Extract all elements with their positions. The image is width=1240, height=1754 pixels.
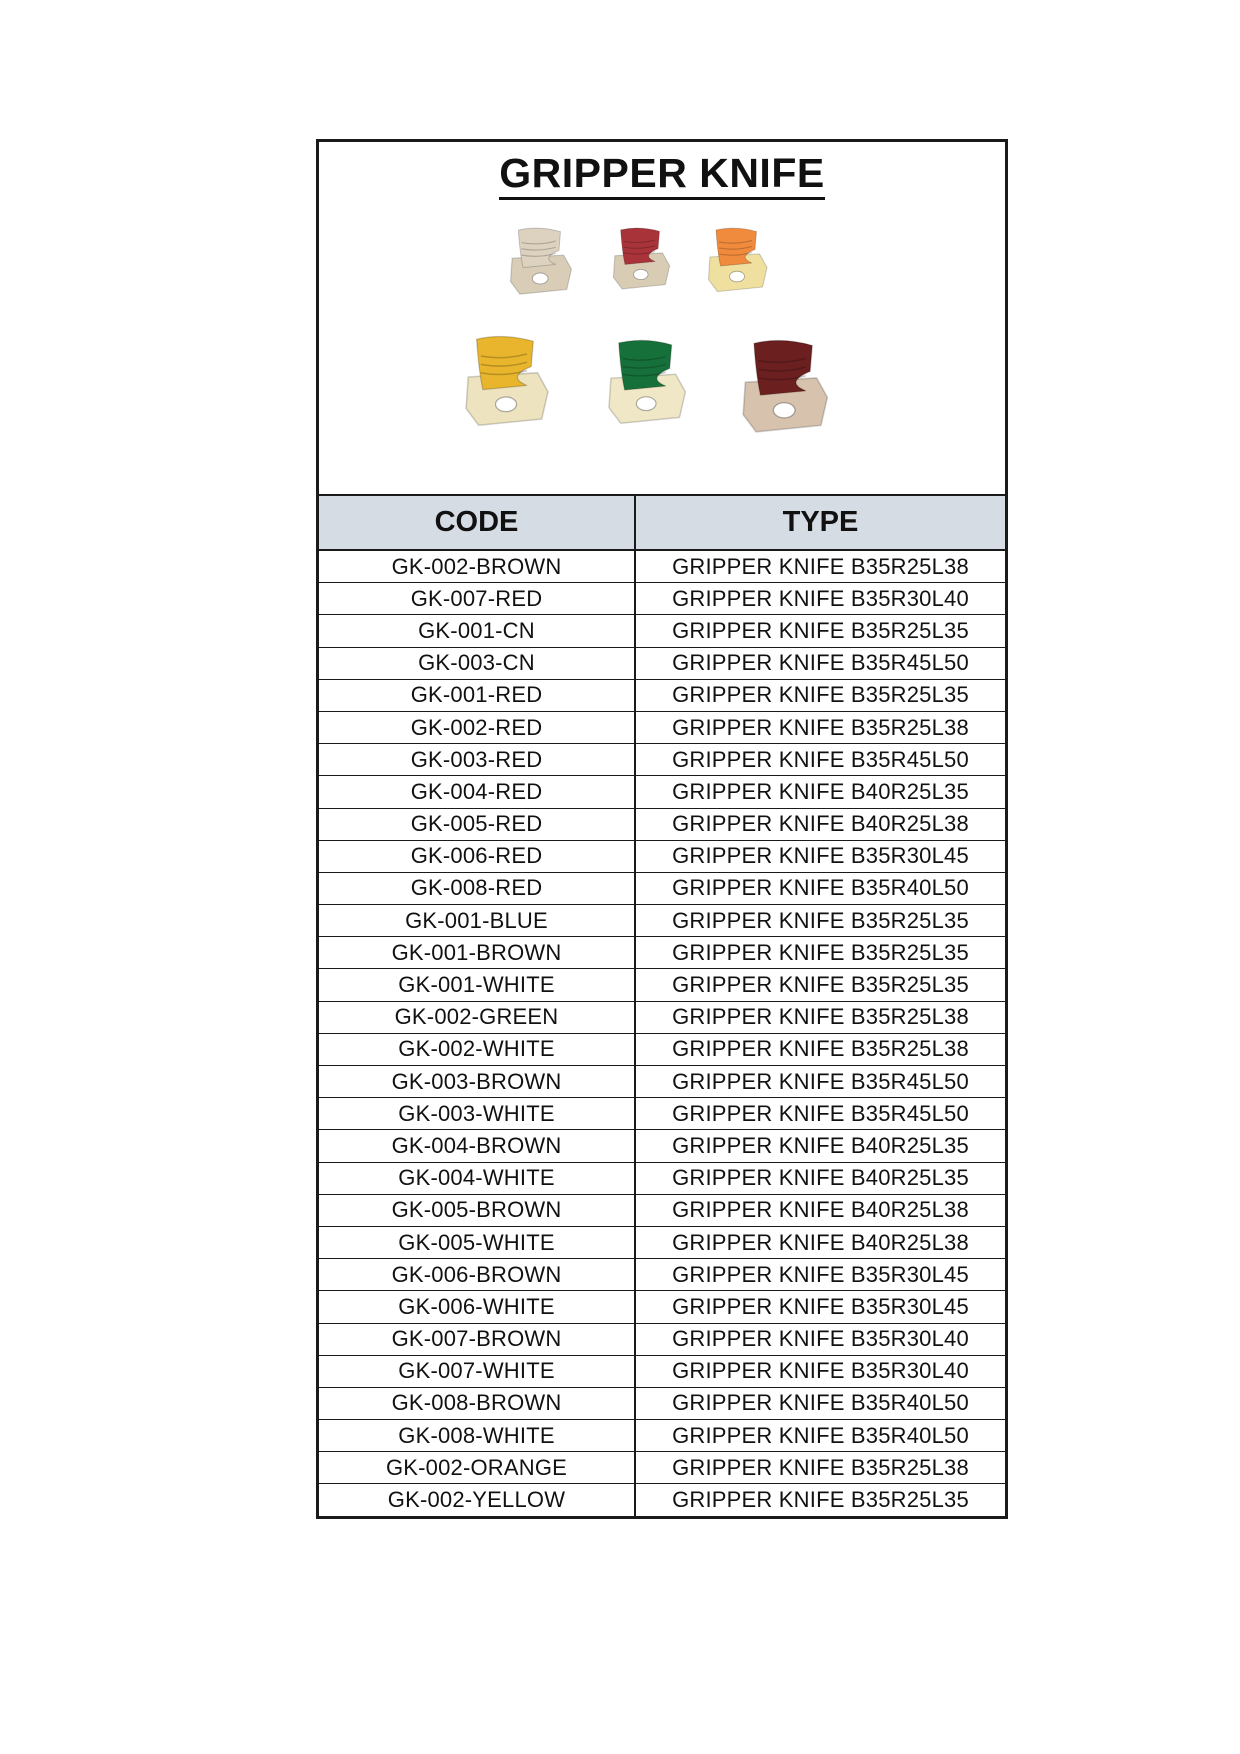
cell-code: GK-002-GREEN bbox=[319, 1001, 635, 1033]
table-row bbox=[319, 711, 1005, 743]
table-row bbox=[319, 776, 1005, 808]
cell-type: GRIPPER KNIFE B35R45L50 bbox=[635, 647, 1005, 679]
cell-code: GK-005-BROWN bbox=[319, 1194, 635, 1226]
table-row bbox=[319, 744, 1005, 776]
cell-type: GRIPPER KNIFE B40R25L35 bbox=[635, 776, 1005, 808]
table-row bbox=[319, 1484, 1005, 1516]
cell-code: GK-001-CN bbox=[319, 615, 635, 647]
cell-code: GK-007-WHITE bbox=[319, 1355, 635, 1387]
cell-code: GK-002-YELLOW bbox=[319, 1484, 635, 1516]
cell-code: GK-005-RED bbox=[319, 808, 635, 840]
table-row bbox=[319, 679, 1005, 711]
gripper-knife-orange-hole bbox=[730, 271, 745, 282]
cell-code: GK-004-WHITE bbox=[319, 1162, 635, 1194]
table-row bbox=[319, 1355, 1005, 1387]
cell-code: GK-006-RED bbox=[319, 840, 635, 872]
table-row bbox=[319, 1226, 1005, 1258]
table-row bbox=[319, 1387, 1005, 1419]
cell-type: GRIPPER KNIFE B40R25L38 bbox=[635, 808, 1005, 840]
cell-code: GK-007-RED bbox=[319, 583, 635, 615]
table-body bbox=[319, 550, 1005, 1516]
cell-type: GRIPPER KNIFE B40R25L38 bbox=[635, 1226, 1005, 1258]
cell-type: GRIPPER KNIFE B40R25L38 bbox=[635, 1194, 1005, 1226]
cell-type: GRIPPER KNIFE B35R30L45 bbox=[635, 1291, 1005, 1323]
cell-type: GRIPPER KNIFE B35R45L50 bbox=[635, 744, 1005, 776]
table-row bbox=[319, 840, 1005, 872]
cell-type: GRIPPER KNIFE B35R25L35 bbox=[635, 969, 1005, 1001]
cell-code: GK-002-WHITE bbox=[319, 1033, 635, 1065]
table-row bbox=[319, 1291, 1005, 1323]
table-row bbox=[319, 550, 1005, 583]
cell-type: GRIPPER KNIFE B35R40L50 bbox=[635, 1387, 1005, 1419]
header-area bbox=[319, 142, 1005, 496]
table-row bbox=[319, 1162, 1005, 1194]
cell-code: GK-001-BLUE bbox=[319, 905, 635, 937]
cell-code: GK-008-BROWN bbox=[319, 1387, 635, 1419]
table-row bbox=[319, 872, 1005, 904]
table-row bbox=[319, 615, 1005, 647]
table-row bbox=[319, 1323, 1005, 1355]
cell-code: GK-003-CN bbox=[319, 647, 635, 679]
cell-code: GK-002-BROWN bbox=[319, 550, 635, 583]
table-header-row bbox=[319, 496, 1005, 550]
product-sheet bbox=[316, 139, 1008, 1519]
cell-type: GRIPPER KNIFE B35R25L38 bbox=[635, 1001, 1005, 1033]
table-row bbox=[319, 1033, 1005, 1065]
cell-type: GRIPPER KNIFE B40R25L35 bbox=[635, 1130, 1005, 1162]
gripper-knife-yellow bbox=[466, 337, 548, 426]
table-row bbox=[319, 808, 1005, 840]
gripper-knife-orange bbox=[709, 228, 768, 291]
table-row bbox=[319, 647, 1005, 679]
cell-code: GK-001-BROWN bbox=[319, 937, 635, 969]
header-code: CODE bbox=[319, 496, 635, 550]
cell-code: GK-003-WHITE bbox=[319, 1098, 635, 1130]
table-row bbox=[319, 969, 1005, 1001]
cell-type: GRIPPER KNIFE B35R30L40 bbox=[635, 1355, 1005, 1387]
gripper-knife-white-hole bbox=[532, 273, 548, 284]
product-table bbox=[319, 496, 1005, 1516]
gripper-knife-yellow-hole bbox=[496, 397, 517, 412]
cell-code: GK-003-BROWN bbox=[319, 1066, 635, 1098]
cell-type: GRIPPER KNIFE B35R25L35 bbox=[635, 937, 1005, 969]
cell-type: GRIPPER KNIFE B35R25L38 bbox=[635, 1033, 1005, 1065]
table-row bbox=[319, 583, 1005, 615]
cell-type: GRIPPER KNIFE B35R45L50 bbox=[635, 1066, 1005, 1098]
cell-code: GK-003-RED bbox=[319, 744, 635, 776]
cell-type: GRIPPER KNIFE B35R25L35 bbox=[635, 615, 1005, 647]
cell-code: GK-001-WHITE bbox=[319, 969, 635, 1001]
cell-code: GK-005-WHITE bbox=[319, 1226, 635, 1258]
gripper-knife-brown-hole bbox=[773, 403, 795, 418]
cell-type: GRIPPER KNIFE B35R25L38 bbox=[635, 1452, 1005, 1484]
product-images-svg bbox=[319, 227, 1005, 477]
cell-type: GRIPPER KNIFE B35R25L35 bbox=[635, 679, 1005, 711]
cell-type: GRIPPER KNIFE B35R45L50 bbox=[635, 1098, 1005, 1130]
cell-type: GRIPPER KNIFE B35R30L40 bbox=[635, 583, 1005, 615]
product-images bbox=[319, 227, 1005, 477]
table-row bbox=[319, 1098, 1005, 1130]
table-row bbox=[319, 905, 1005, 937]
gripper-knife-red bbox=[613, 228, 669, 289]
cell-code: GK-008-WHITE bbox=[319, 1420, 635, 1452]
cell-code: GK-007-BROWN bbox=[319, 1323, 635, 1355]
table-row bbox=[319, 937, 1005, 969]
cell-code: GK-004-BROWN bbox=[319, 1130, 635, 1162]
page-title bbox=[319, 150, 1005, 197]
cell-type: GRIPPER KNIFE B35R30L45 bbox=[635, 840, 1005, 872]
cell-type: GRIPPER KNIFE B40R25L35 bbox=[635, 1162, 1005, 1194]
cell-code: GK-004-RED bbox=[319, 776, 635, 808]
gripper-knife-green-hole bbox=[636, 397, 656, 411]
cell-type: GRIPPER KNIFE B35R25L35 bbox=[672, 1487, 969, 1513]
table-row bbox=[319, 1066, 1005, 1098]
cell-code: GK-002-RED bbox=[319, 711, 635, 743]
table-row bbox=[319, 1130, 1005, 1162]
gripper-knife-green bbox=[609, 340, 685, 423]
cell-type: GRIPPER KNIFE B35R30L45 bbox=[635, 1259, 1005, 1291]
gripper-knife-red-hole bbox=[634, 269, 648, 279]
table-row bbox=[319, 1001, 1005, 1033]
cell-type: GRIPPER KNIFE B35R30L40 bbox=[635, 1323, 1005, 1355]
cell-type: GRIPPER KNIFE B35R25L38 bbox=[635, 550, 1005, 583]
cell-type: GRIPPER KNIFE B35R40L50 bbox=[635, 872, 1005, 904]
cell-type: GRIPPER KNIFE B35R40L50 bbox=[635, 1420, 1005, 1452]
table-row bbox=[319, 1259, 1005, 1291]
header-type: TYPE bbox=[635, 496, 1005, 550]
table-row bbox=[319, 1420, 1005, 1452]
cell-code: GK-006-BROWN bbox=[319, 1259, 635, 1291]
cell-code: GK-008-RED bbox=[319, 872, 635, 904]
cell-type: GRIPPER KNIFE B35R25L35 bbox=[635, 905, 1005, 937]
cell-code: GK-001-RED bbox=[319, 679, 635, 711]
gripper-knife-brown bbox=[743, 341, 827, 432]
cell-type: GRIPPER KNIFE B35R25L38 bbox=[635, 711, 1005, 743]
table-row bbox=[319, 1452, 1005, 1484]
gripper-knife-white bbox=[511, 228, 572, 294]
cell-code: GK-002-ORANGE bbox=[319, 1452, 635, 1484]
table-row bbox=[319, 1194, 1005, 1226]
cell-code: GK-006-WHITE bbox=[319, 1291, 635, 1323]
page-title-text: GRIPPER KNIFE bbox=[499, 150, 824, 200]
